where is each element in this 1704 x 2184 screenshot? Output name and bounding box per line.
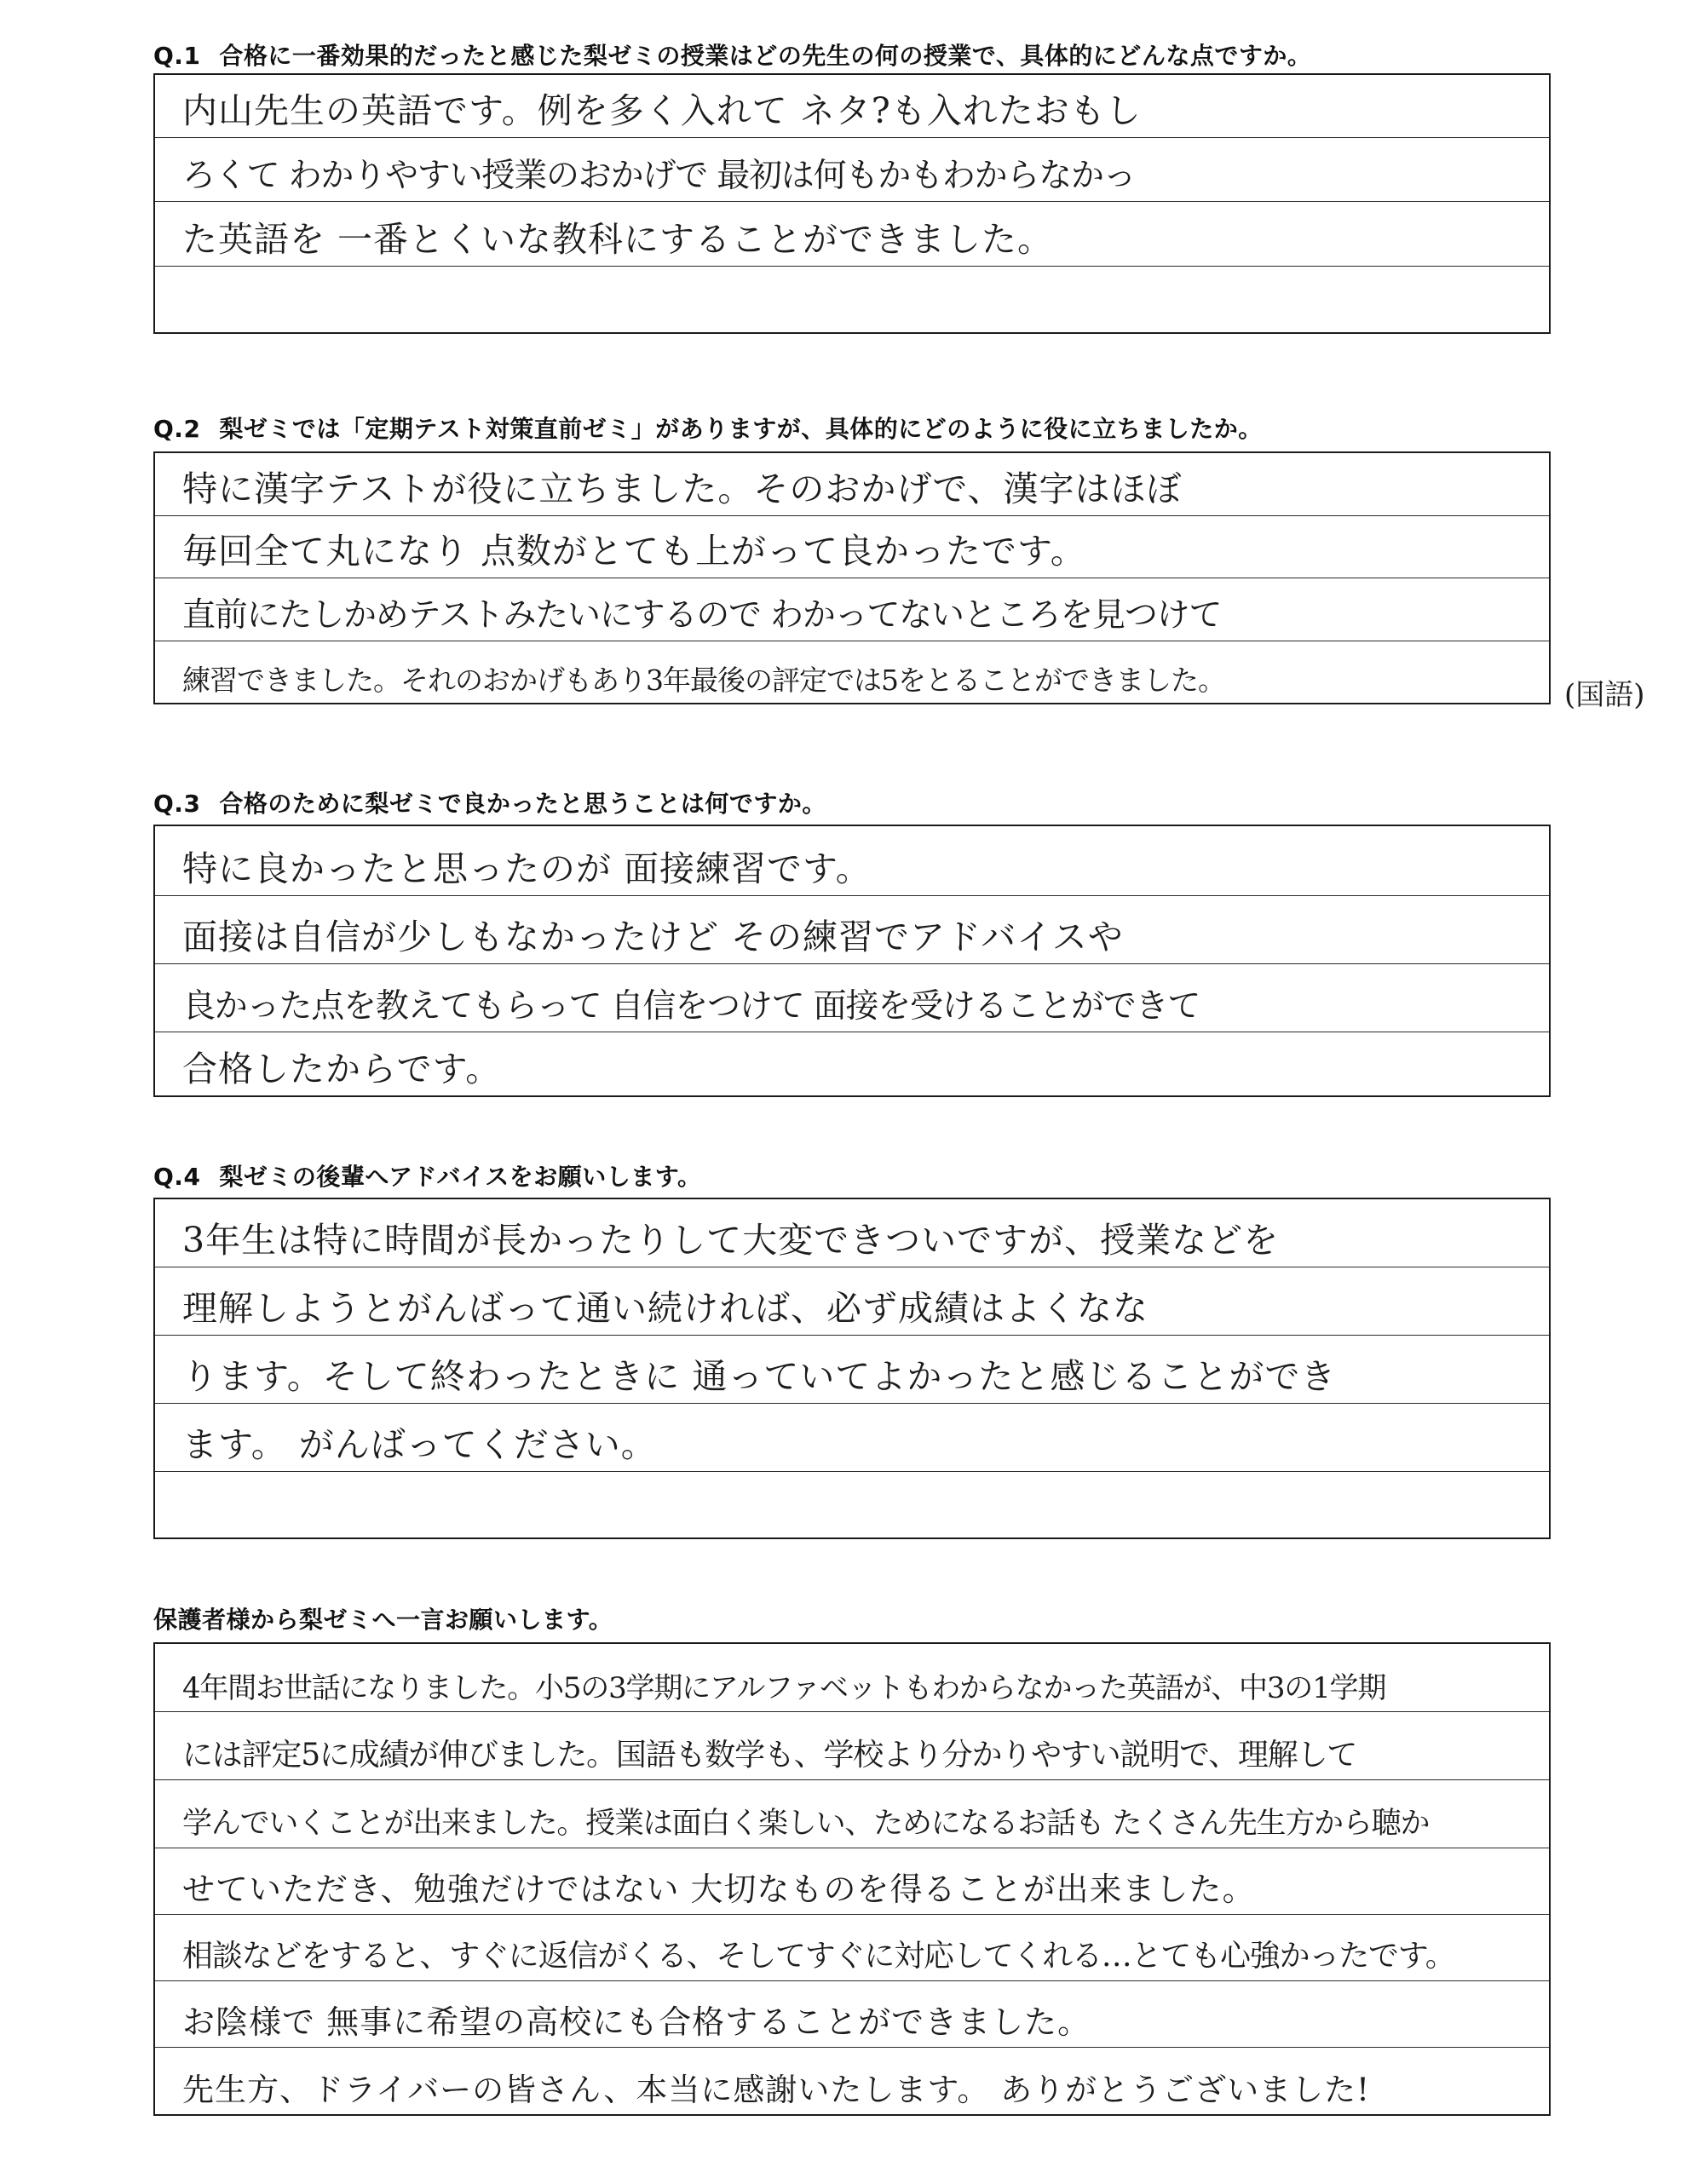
answer-line <box>155 1199 1549 1267</box>
answer-text: 理解しようとがんばって通い続ければ、必ず成績はよくなな <box>182 1288 1148 1329</box>
answer-line <box>155 641 1549 703</box>
answer-line <box>155 453 1549 516</box>
answer-text: 毎回全て丸になり 点数がとても上がって良かったです。 <box>182 531 1086 572</box>
answer-line <box>155 826 1549 896</box>
answer-line <box>155 1032 1549 1095</box>
parent-question: 保護者様から梨ゼミへ一言お願いします。 <box>153 1606 613 1634</box>
answer-line <box>155 1915 1549 1981</box>
q4-number: Q.4 <box>153 1163 201 1191</box>
answer-text: 特に漢字テストが役に立ちました。そのおかげで、漢字はほぼ <box>182 468 1183 509</box>
answer-line <box>155 267 1549 332</box>
answer-line <box>155 75 1549 138</box>
answer-text: ろくて わかりやすい授業のおかげで 最初は何もかもわからなかっ <box>182 157 1136 195</box>
answer-text: 相談などをすると、すぐに返信がくる、そしてすぐに対応してくれる…とても心強かったです。 <box>182 1939 1455 1974</box>
answer-text: には評定5に成績が伸びました。国語も数学も、学校より分かりやすい説明で、理解して <box>182 1738 1357 1773</box>
answer-text: た英語を 一番とくいな教科にすることができました。 <box>182 219 1054 260</box>
answer-text: 合格したからです。 <box>182 1049 502 1089</box>
q1-answer-box <box>153 73 1551 334</box>
answer-text: 直前にたしかめテストみたいにするので わかってないところを見つけて <box>182 596 1222 635</box>
q2-heading <box>153 411 1263 445</box>
answer-text: 練習できました。それのおかげもあり3年最後の評定では5をとることができました。 <box>182 664 1225 697</box>
answer-line <box>155 138 1549 202</box>
answer-text: 面接は自信が少しもなかったけど その練習でアドバイスや <box>182 917 1124 957</box>
q4-answer-box <box>153 1198 1551 1539</box>
parent-heading <box>153 1601 613 1635</box>
answer-text: 良かった点を教えてもらって 自信をつけて 面接を受けることができて <box>182 987 1200 1026</box>
answer-text: せていただき、勉強だけではない 大切なものを得ることが出来ました。 <box>182 1871 1256 1908</box>
answer-text: 内山先生の英語です。例を多く入れて ネタ?も入れたおもし <box>182 90 1142 131</box>
answer-text: ります。そして終わったときに 通っていてよかったと感じることができ <box>182 1356 1337 1397</box>
answer-text: 学んでいくことが出来ました。授業は面白く楽しい、ためになるお話も たくさん先生方から聴か <box>182 1807 1430 1841</box>
answer-line <box>155 964 1549 1032</box>
answer-line <box>155 1644 1549 1712</box>
q1-number: Q.1 <box>153 42 201 70</box>
answer-line <box>155 1404 1549 1472</box>
answer-line <box>155 1712 1549 1780</box>
q3-heading <box>153 785 826 819</box>
answer-line <box>155 896 1549 964</box>
q3-answer-box <box>153 825 1551 1097</box>
answer-text: 先生方、ドライバーの皆さん、本当に感謝いたします。 ありがとうございました! <box>182 2072 1371 2108</box>
q4-question: 梨ゼミの後輩へアドバイスをお願いします。 <box>219 1163 702 1191</box>
q2-question: 梨ゼミでは「定期テスト対策直前ゼミ」がありますが、具体的にどのように役に立ちましたか。 <box>219 415 1263 443</box>
answer-line <box>155 1336 1549 1404</box>
q2-answer-box <box>153 451 1551 704</box>
answer-line <box>155 1267 1549 1336</box>
subject-note: (国語) <box>1564 678 1645 712</box>
answer-line <box>155 1981 1549 2048</box>
answer-line <box>155 1848 1549 1915</box>
answer-text: 4年間お世話になりました。小5の3学期にアルファベットもわからなかった英語が、中3の1学期 <box>182 1671 1386 1705</box>
q1-question: 合格に一番効果的だったと感じた梨ゼミの授業はどの先生の何の授業で、具体的にどんな点ですか。 <box>219 42 1312 70</box>
answer-line <box>155 578 1549 641</box>
answer-text: 特に良かったと思ったのが 面接練習です。 <box>182 848 872 889</box>
answer-text: ます。 がんばってください。 <box>182 1424 657 1465</box>
q3-number: Q.3 <box>153 790 201 818</box>
q2-number: Q.2 <box>153 415 201 443</box>
answer-line <box>155 516 1549 578</box>
answer-text: 3年生は特に時間が長かったりして大変できついですが、授業などを <box>182 1220 1280 1261</box>
q3-question: 合格のために梨ゼミで良かったと思うことは何ですか。 <box>219 790 826 818</box>
answer-line <box>155 1780 1549 1848</box>
q4-heading <box>153 1158 702 1193</box>
answer-line <box>155 202 1549 267</box>
parent-answer-box <box>153 1642 1551 2116</box>
q1-heading <box>153 37 1311 72</box>
answer-line <box>155 1472 1549 1537</box>
answer-line <box>155 2048 1549 2114</box>
answer-text: お陰様で 無事に希望の高校にも合格することができました。 <box>182 2003 1091 2041</box>
